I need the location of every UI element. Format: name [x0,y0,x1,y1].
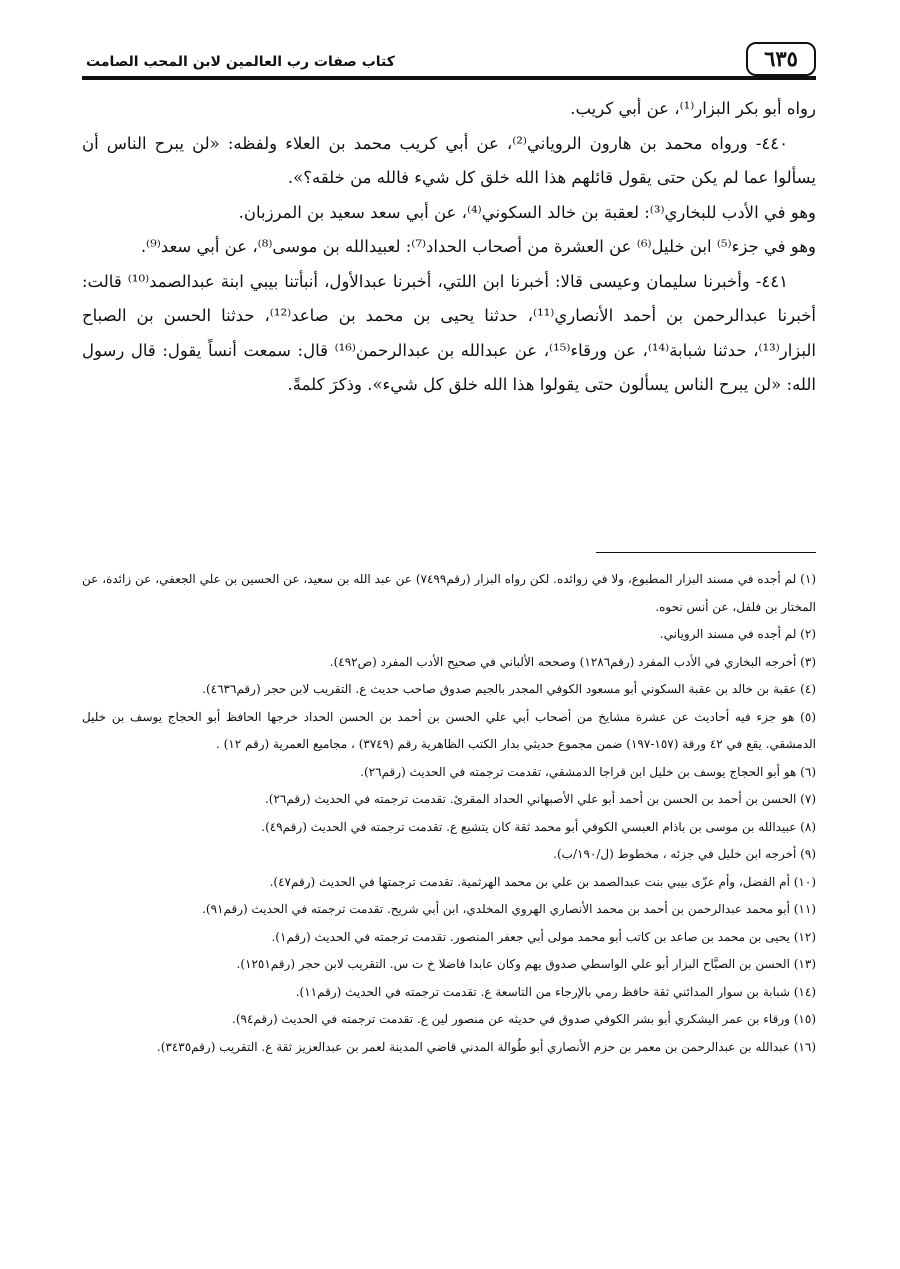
main-text [82,92,816,403]
paragraph: وهو في الأدب للبخاري⁽³⁾: لعقبة بن خالد السكوني⁽⁴⁾، عن أبي سعد سعيد بن المرزبان. [238,202,816,222]
footnote: (١٠) أم الفضل، وأم عزّى بيبي بنت عبدالصمد بن علي بن محمد الهرثمية. تقدمت ترجمتها في الحديث (رقم٤٧). [269,874,816,889]
footnote: (٩) أخرجه ابن خليل في جزئه ، مخطوط (ل/١٩٠/ب). [553,847,816,861]
footnote: (١١) أبو محمد عبدالرحمن بن أحمد بن محمد الأنصاري الهروي المخلدي، ابن أبي شريح. تقدمت ترجمته في الحديث (رقم٩١). [202,902,816,916]
footnote: (٧) الحسن بن أحمد بن الحسن بن أحمد أبو علي الأصبهاني الحداد المقرئ. تقدمت ترجمته في الحديث (رقم٢٦). [264,792,816,806]
running-title: كتاب صفات رب العالمين لابن المحب الصامت [86,54,395,70]
paragraph: وهو في جزء⁽⁵⁾ ابن خليل⁽⁶⁾ عن العشرة من أصحاب الحداد⁽⁷⁾: لعبيدالله بن موسى⁽⁸⁾، عن أبي سعد⁽⁹⁾. [140,237,816,256]
footnote: (٤) عقبة بن خالد بن عقبة السكوني أبو مسعود الكوفي المجدر بالجيم صدوق صاحب حديث ع. التقريب لابن حجر (رقم٤٦٣٦). [202,682,816,696]
footnote: (١٤) شبابة بن سوار المدائني ثقة حافظ رمي بالإرجاء من التاسعة ع. تقدمت ترجمته في الحديث (رقم١١). [295,984,816,999]
footnote-separator [596,552,816,553]
footnote: (٢) لم أجده في مسند الروياني. [659,627,816,641]
footnote: (٨) عبيدالله بن موسى بن باذام العبسي الكوفي أبو محمد ثقة كان يتشيع ع. تقدمت ترجمته في الحديث (رقم٤٩). [261,819,816,834]
page-header [80,38,816,78]
paragraph: رواه أبو بكر البزار⁽¹⁾، عن أبي كريب. [570,99,816,118]
footnote: (١) لم أجده في مسند البزار المطبوع، ولا في زوائده. لكن رواه البزار (رقم٧٤٩٩) عن عبد الله بن سعيد، عن الحسين بن علي الجعفي، عن زائدة، عن المختار بن فلفل، عن أنس نحوه. [82,572,816,614]
page-number: ٦٣٥ [746,42,816,76]
footnote: (٦) هو أبو الحجاج يوسف بن خليل ابن قراجا الدمشقي، تقدمت ترجمته في الحديث (رقم٢٦). [360,764,816,779]
footnote: (١٦) عبدالله بن عبدالرحمن بن معمر بن حزم الأنصاري أبو طُوالة المدني قاضي المدينة لعمر بن عبدالعزيز ثقة ع. التقريب (رقم٣٤٣٥). [156,1039,816,1054]
header-rule [82,76,816,80]
footnote: (١٢) يحيى بن محمد بن صاعد بن كاتب أبو محمد مولى أبي جعفر المنصور. تقدمت ترجمته في الحديث (رقم١). [271,929,816,944]
footnote: (٣) أخرجه البخاري في الأدب المفرد (رقم١٢٨٦) وصححه الألباني في صحيح الأدب المفرد (ص٤٩٢). [329,654,816,669]
paragraph-hadith-440: ٤٤٠- ورواه محمد بن هارون الروياني⁽²⁾، عن أبي كريب محمد بن العلاء ولفظه: «لن يبرح الناس أن يسألوا عما لم يكن حتى يقول قائلهم هذا الله خلق كل شيء فالله من خلقه؟». [82,133,816,187]
footnote: (١٣) الحسن بن الصبَّاح البزار أبو علي الواسطي صدوق يهم وكان عابدا فاضلا خ ت س. التقريب لابن حجر (رقم١٢٥١). [236,957,816,971]
footnotes [82,566,816,1061]
paragraph-hadith-441: ٤٤١- وأخبرنا سليمان وعيسى قالا: أخبرنا ابن اللتي، أخبرنا عبدالأول، أنبأتنا بيبي ابنة عبدالصمد⁽¹⁰⁾ قالت: أخبرنا عبدالرحمن بن أحمد الأنصاري⁽¹¹⁾، حدثنا يحيى بن محمد بن صاعد⁽¹²⁾، حدثنا الحسن بن الصباح البزار⁽¹³⁾، حدثنا شبابة⁽¹⁴⁾، عن ورقاء⁽¹⁵⁾، عن عبدالله بن عبدالرحمن⁽¹⁶⁾ قال: سمعت أنساً يقول: قال رسول الله: «لن يبرح الناس يسألون حتى يقولوا هذا الله خلق كل شيء». وذكرَ كلمةً. [82,271,817,394]
footnote: (٥) هو جزء فيه أحاديث عن عشرة مشايخ من أصحاب أبي علي الحسن بن أحمد بن الحسن الحداد خرجها الحافظ أبو الحجاج يوسف بن خليل الدمشقي. يقع في ٤٢ ورقة (١٥٧-١٩٧) ضمن مجموع حديثي بدار الكتب الظاهرية رقم (٣٧٤٩) ، مجاميع العمرية (رقم ١٢) . [82,709,816,751]
footnote: (١٥) ورقاء بن عمر اليشكري أبو بشر الكوفي صدوق في حديثه عن منصور لين ع. تقدمت ترجمته في الحديث (رقم٩٤). [232,1012,816,1026]
